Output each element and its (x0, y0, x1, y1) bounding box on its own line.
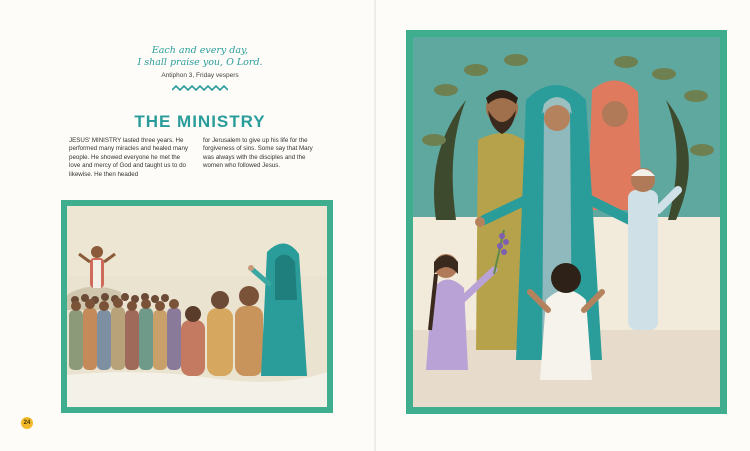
left-page (0, 0, 374, 451)
zigzag-ornament (172, 84, 228, 92)
epigraph-attribution: Antiphon 3, Friday vespers (161, 72, 239, 79)
epigraph-line-2: I shall praise you, O Lord. (137, 57, 263, 68)
page-number: 24 (21, 417, 33, 429)
right-page (376, 0, 750, 451)
epigraph-quote (110, 45, 290, 69)
body-text-column-1: JESUS' MINISTRY lasted three years. He performed many miracles and healed many people. He showed everyone he met the love and mercy of God and taught us to do likewise. He then headed (69, 137, 188, 178)
epigraph-line-1: Each and every day, (151, 45, 249, 56)
holy-family-illustration (406, 30, 727, 414)
chapter-title: THE MINISTRY (134, 112, 266, 131)
crowd-illustration (61, 200, 333, 413)
body-text-column-2: for Jerusalem to give up his life for the forgiveness of sins. Some say that Mary was always with the disciples and the women who followed Jesus. (203, 137, 313, 170)
